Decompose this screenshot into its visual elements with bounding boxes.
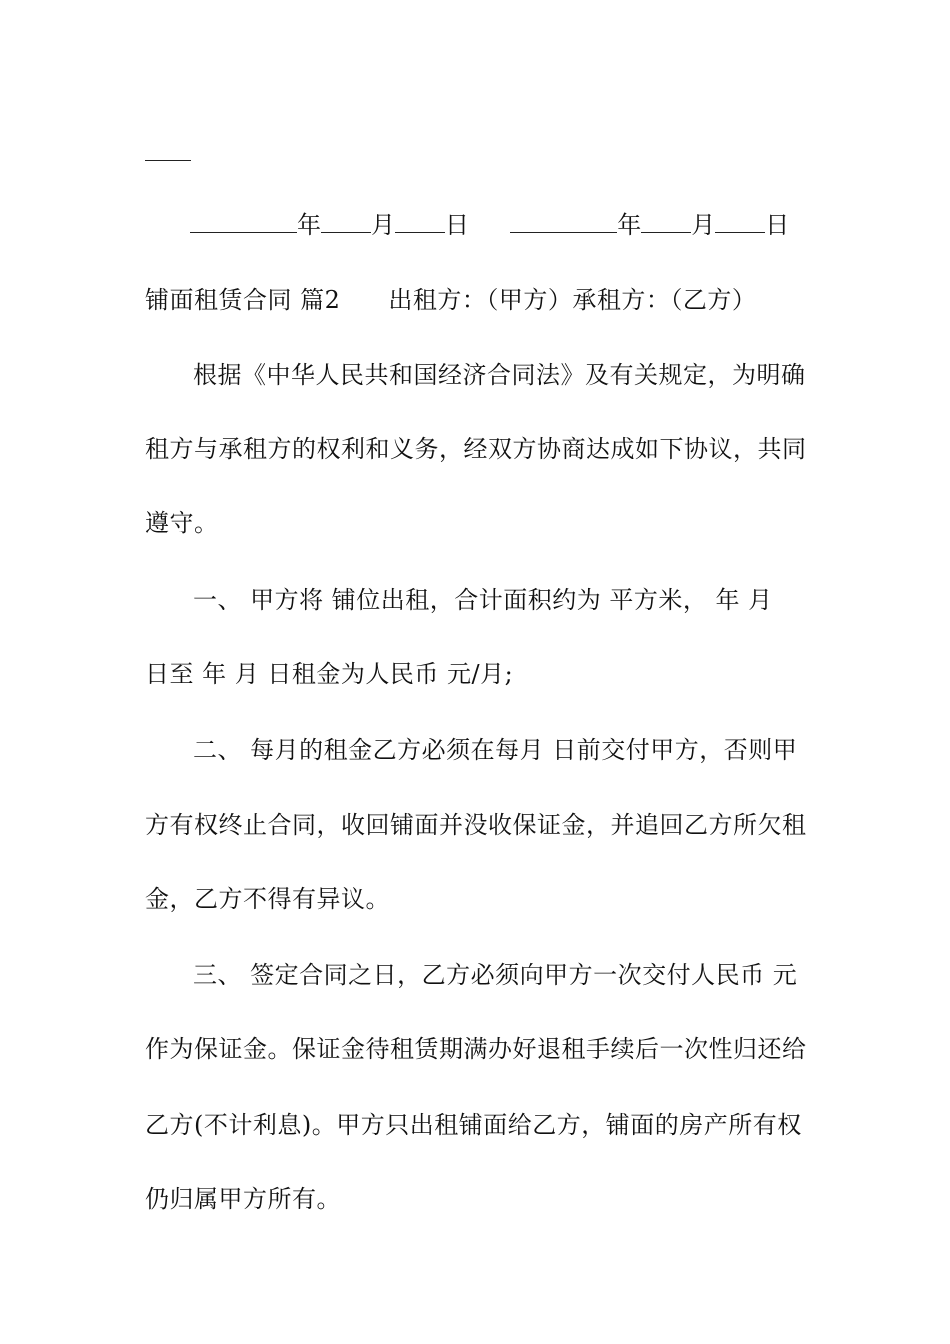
clause-3-line: 作为保证金。保证金待租赁期满办好退租手续后一次性归还给 [145,1035,807,1063]
day-blank [715,210,765,233]
clause-1-line: 一、 甲方将 铺位出租，合计面积约为 平方米， 年 月 [193,586,773,614]
paragraph-line: 租方与承租方的权利和义务，经双方协商达成如下协议，共同 [145,435,807,463]
month-blank [641,210,691,233]
clause-3-line: 三、 签定合同之日，乙方必须向甲方一次交付人民币 元 [193,961,798,989]
day-label: 日 [765,211,790,239]
parties-line: 出租方：（甲方）承租方：（乙方） [388,286,757,314]
clause-2-line: 金，乙方不得有异议。 [145,885,390,913]
year-label: 年 [297,211,321,239]
signature-underline [145,160,191,161]
day-blank [395,210,445,233]
paragraph-line: 遵守。 [145,509,219,537]
day-label: 日 [445,211,469,239]
month-blank [321,210,371,233]
paragraph-line: 根据《中华人民共和国经济合同法》及有关规定，为明确 [193,361,806,389]
month-label: 月 [371,211,395,239]
contract-title: 铺面租赁合同 篇2 [145,286,341,314]
year-blank [190,210,297,233]
clause-1-line: 日至 年 月 日租金为人民币 元/月; [145,660,514,688]
month-label: 月 [691,211,716,239]
clause-3-line: 仍归属甲方所有。 [145,1185,341,1213]
date-row [190,210,789,240]
year-label: 年 [617,211,642,239]
heading-line [145,285,805,315]
clause-2-line: 二、 每月的租金乙方必须在每月 日前交付甲方，否则甲 [193,736,798,764]
year-blank [510,210,617,233]
clause-2-line: 方有权终止合同，收回铺面并没收保证金，并追回乙方所欠租 [145,811,807,839]
clause-3-line: 乙方(不计利息)。甲方只出租铺面给乙方，铺面的房产所有权 [145,1111,802,1139]
